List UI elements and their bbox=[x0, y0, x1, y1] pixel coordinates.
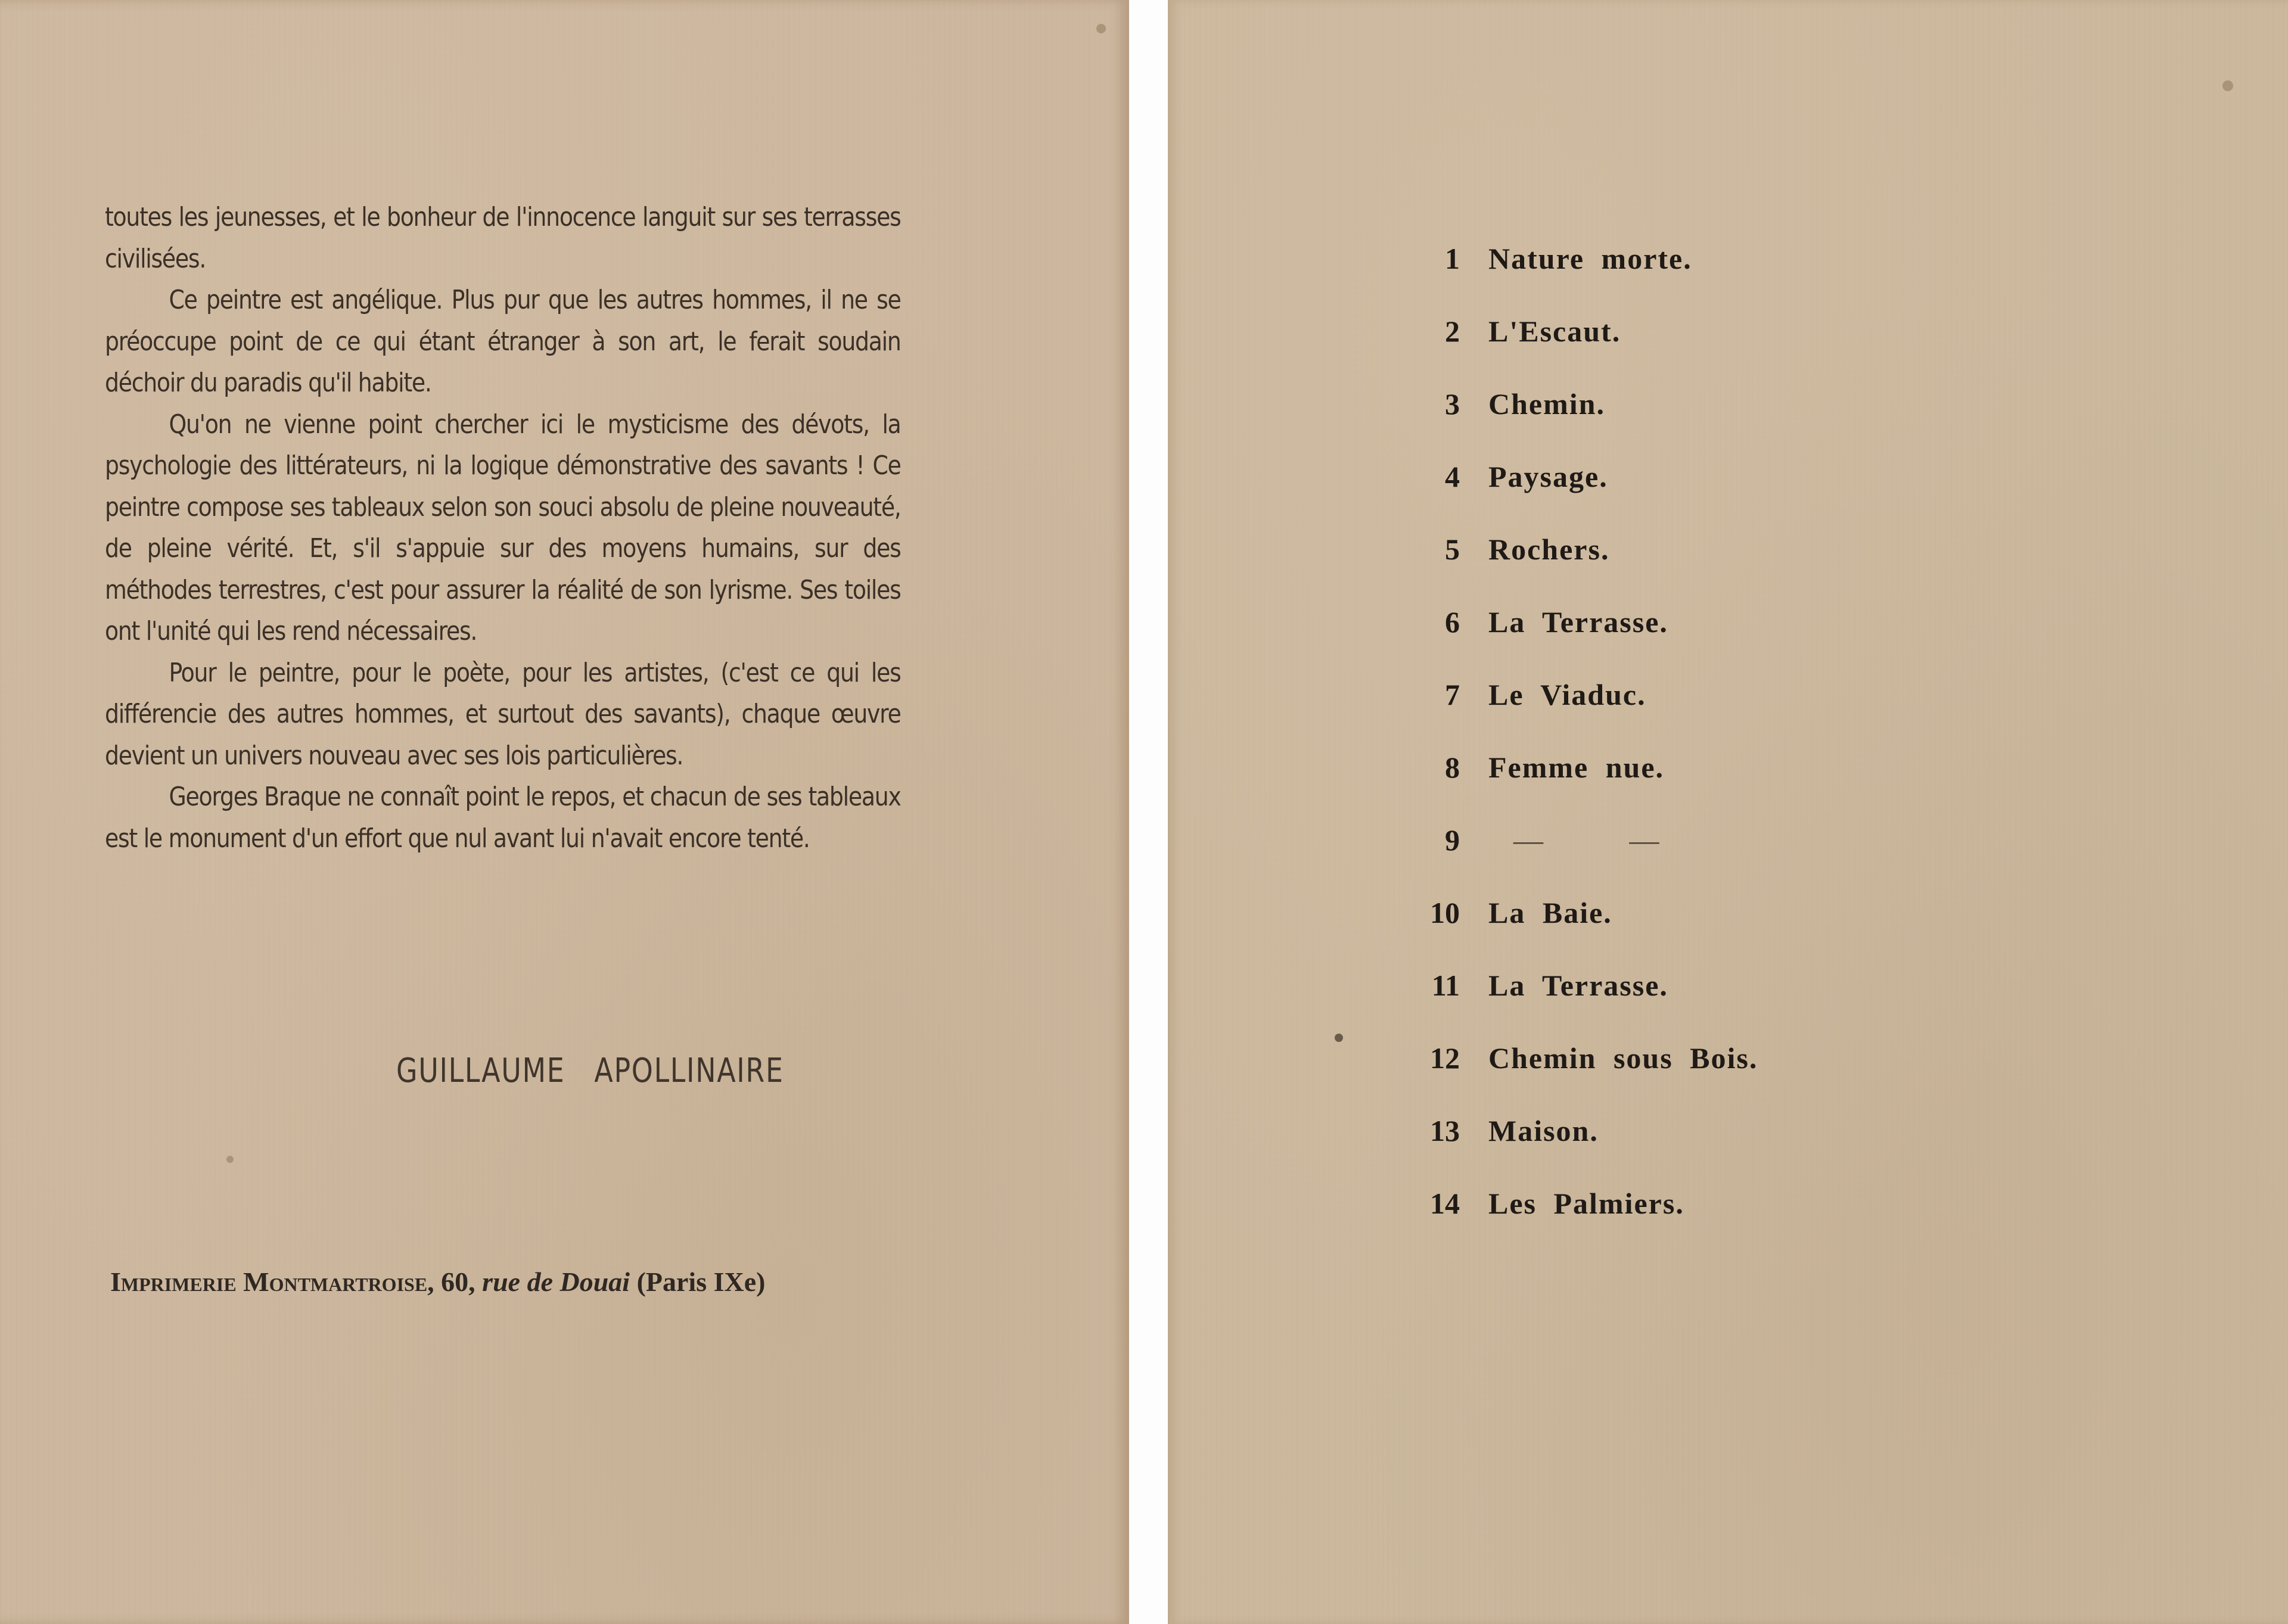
catalogue-number: 6 bbox=[1445, 605, 1460, 639]
catalogue-item bbox=[1412, 387, 1948, 459]
catalogue-number: 8 bbox=[1445, 751, 1460, 784]
imprint-printer: Imprimerie Montmartroise, bbox=[110, 1267, 434, 1297]
catalogue-item bbox=[1412, 459, 1948, 532]
catalogue-item bbox=[1412, 823, 1948, 895]
catalogue-number: 1 bbox=[1445, 242, 1460, 275]
catalogue-item bbox=[1412, 605, 1948, 677]
artwork-catalogue bbox=[1412, 241, 1948, 1259]
catalogue-item bbox=[1412, 1113, 1948, 1186]
catalogue-number: 4 bbox=[1445, 460, 1460, 493]
catalogue-title: Paysage. bbox=[1488, 460, 1608, 493]
essay-paragraph: Ce peintre est angélique. Plus pur que les autres hommes, il ne se préoccupe point de ce qui étant étranger à son art, le ferait soudain déchoir du paradis qu'il habite. bbox=[105, 285, 901, 398]
catalogue-item bbox=[1412, 895, 1948, 968]
catalogue-number: 2 bbox=[1445, 315, 1460, 348]
page-gutter bbox=[1129, 0, 1168, 1624]
imprint-city: (Paris IXe) bbox=[636, 1267, 766, 1297]
catalogue-title: Chemin. bbox=[1488, 387, 1605, 421]
catalogue-title: L'Escaut. bbox=[1488, 315, 1621, 348]
paper-stain bbox=[1335, 1034, 1343, 1042]
paper-stain bbox=[2222, 80, 2233, 91]
catalogue-number: 10 bbox=[1430, 896, 1460, 929]
essay-paragraph: Pour le peintre, pour le poète, pour les artistes, (c'est ce qui les différencie des autres hommes, et surtout des savants), chaque œuvre devient un univers nouveau avec ses lois particulières. bbox=[105, 657, 901, 771]
catalogue-number: 7 bbox=[1445, 678, 1460, 711]
catalogue-title: Nature morte. bbox=[1488, 242, 1692, 275]
paper-stain bbox=[1096, 24, 1106, 33]
catalogue-title: La Baie. bbox=[1488, 896, 1612, 929]
catalogue-item bbox=[1412, 750, 1948, 823]
right-page bbox=[1168, 0, 2288, 1624]
catalogue-number: 5 bbox=[1445, 533, 1460, 566]
catalogue-title: Rochers. bbox=[1488, 533, 1610, 566]
essay-paragraph: toutes les jeunesses, et le bonheur de l'innocence languit sur ses terrasses civilisées. bbox=[105, 202, 901, 274]
catalogue-number: 14 bbox=[1430, 1187, 1460, 1220]
catalogue-title: Le Viaduc. bbox=[1488, 678, 1646, 711]
catalogue-number: 11 bbox=[1431, 969, 1460, 1002]
catalogue-number: 12 bbox=[1430, 1041, 1460, 1075]
imprint-street: rue de Douai bbox=[482, 1267, 630, 1297]
catalogue-title: Maison. bbox=[1488, 1114, 1599, 1147]
paper-stain bbox=[226, 1156, 234, 1163]
catalogue-title-ditto: — — bbox=[1513, 823, 1661, 857]
catalogue-title: Chemin sous Bois. bbox=[1488, 1041, 1758, 1075]
catalogue-number: 3 bbox=[1445, 387, 1460, 421]
catalogue-item bbox=[1412, 1186, 1948, 1259]
catalogue-title: Femme nue. bbox=[1488, 751, 1665, 784]
printer-imprint bbox=[110, 1266, 765, 1298]
imprint-number: 60, bbox=[441, 1267, 475, 1297]
catalogue-title: Les Palmiers. bbox=[1488, 1187, 1684, 1220]
catalogue-title: La Terrasse. bbox=[1488, 969, 1668, 1002]
catalogue-title: La Terrasse. bbox=[1488, 605, 1668, 639]
catalogue-item bbox=[1412, 968, 1948, 1041]
catalogue-item bbox=[1412, 1041, 1948, 1113]
essay-text bbox=[105, 197, 901, 859]
catalogue-number: 13 bbox=[1430, 1114, 1460, 1147]
catalogue-item bbox=[1412, 532, 1948, 605]
catalogue-item bbox=[1412, 314, 1948, 387]
catalogue-number: 9 bbox=[1445, 823, 1460, 857]
essay-paragraph: Qu'on ne vienne point chercher ici le mysticisme des dévots, la psychologie des littérateurs, ni la logique démonstrative des savants ! Ce peintre compose ses tableaux selon son souci absolu de pleine nouveauté, de pleine vérité. Et, s'il s'appuie sur des moyens humains, sur des méthodes terrestres, c'est pour assurer la réalité de son lyrisme. Ses toiles ont l'unité qui les rend nécessaires. bbox=[105, 409, 901, 646]
essay-paragraph: Georges Braque ne connaît point le repos, et chacun de ses tableaux est le monument d'un effort que nul avant lui n'avait encore tenté. bbox=[105, 782, 901, 854]
catalogue-item bbox=[1412, 241, 1948, 314]
catalogue-item bbox=[1412, 677, 1948, 750]
left-page bbox=[0, 0, 1129, 1624]
author-signature: GUILLAUME APOLLINAIRE bbox=[396, 1051, 784, 1090]
